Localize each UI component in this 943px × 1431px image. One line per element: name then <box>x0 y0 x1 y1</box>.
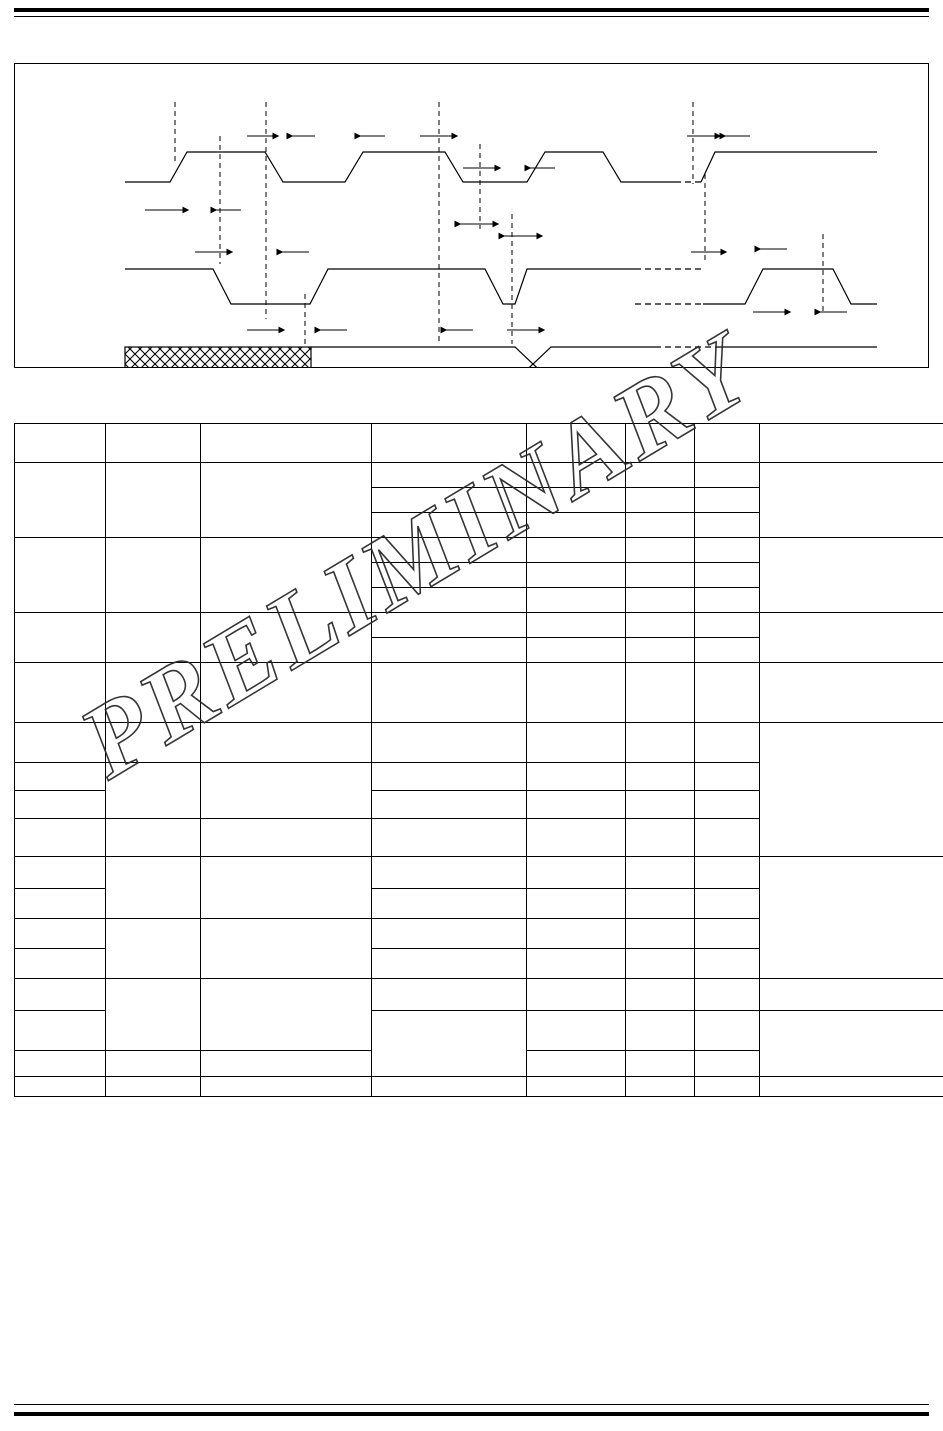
cell-symbol <box>15 791 106 819</box>
cell-description <box>201 1077 372 1097</box>
cell-min <box>527 857 626 889</box>
cell-condition <box>372 1077 527 1097</box>
cell-min <box>527 513 626 538</box>
cell-symbol <box>15 538 106 613</box>
cell-unit <box>760 1077 943 1097</box>
cell-max <box>695 588 760 613</box>
cell-description <box>201 979 372 1051</box>
column-header-min <box>527 424 626 463</box>
cell-typ <box>626 819 695 857</box>
cell-parameter <box>106 979 201 1051</box>
cell-min <box>527 588 626 613</box>
cell-parameter <box>106 538 201 613</box>
cell-condition <box>372 889 527 919</box>
cell-min <box>527 638 626 663</box>
cell-parameter <box>106 663 201 723</box>
cell-max <box>695 919 760 949</box>
cell-max <box>695 791 760 819</box>
cell-max <box>695 1011 760 1051</box>
cell-unit <box>760 538 943 613</box>
cell-condition <box>372 638 527 663</box>
cell-condition <box>372 513 527 538</box>
cell-typ <box>626 463 695 488</box>
cell-min <box>527 538 626 563</box>
cell-max <box>695 889 760 919</box>
cell-max <box>695 979 760 1011</box>
cell-unit <box>760 463 943 538</box>
cell-min <box>527 463 626 488</box>
cell-description <box>201 919 372 979</box>
cell-max <box>695 1051 760 1077</box>
cell-parameter <box>106 919 201 979</box>
cell-parameter <box>106 463 201 538</box>
cell-max <box>695 488 760 513</box>
column-header-parameter <box>106 424 201 463</box>
cell-typ <box>626 889 695 919</box>
cell-typ <box>626 588 695 613</box>
column-header-max <box>695 424 760 463</box>
cell-typ <box>626 638 695 663</box>
cell-condition <box>372 949 527 979</box>
cell-unit <box>760 1011 943 1077</box>
cell-max <box>695 819 760 857</box>
cell-condition <box>372 857 527 889</box>
cell-max <box>695 857 760 889</box>
cell-symbol <box>15 463 106 538</box>
table-row <box>15 463 943 488</box>
cell-condition <box>372 563 527 588</box>
cell-min <box>527 889 626 919</box>
column-header-conditions <box>372 424 527 463</box>
cell-typ <box>626 857 695 889</box>
cell-max <box>695 949 760 979</box>
cell-max <box>695 463 760 488</box>
cell-condition <box>372 979 527 1011</box>
cell-unit <box>760 613 943 663</box>
cell-condition <box>372 588 527 613</box>
cell-typ <box>626 949 695 979</box>
column-header-description <box>201 424 372 463</box>
cell-typ <box>626 919 695 949</box>
cell-min <box>527 949 626 979</box>
cell-parameter <box>106 819 201 857</box>
cell-symbol <box>15 919 106 949</box>
cell-unit <box>760 663 943 723</box>
cell-condition <box>372 663 527 723</box>
cell-symbol <box>15 979 106 1011</box>
cell-min <box>527 1011 626 1051</box>
cell-max <box>695 638 760 663</box>
cell-min <box>527 763 626 791</box>
cell-max <box>695 563 760 588</box>
column-header-unit <box>760 424 943 463</box>
cell-typ <box>626 1077 695 1097</box>
cell-condition <box>372 538 527 563</box>
timing-diagram-frame <box>14 63 929 368</box>
cell-typ <box>626 613 695 638</box>
cell-unit <box>760 979 943 1011</box>
cell-parameter <box>106 613 201 663</box>
cell-description <box>201 819 372 857</box>
cell-symbol <box>15 1051 106 1077</box>
cell-typ <box>626 723 695 763</box>
cell-description <box>201 463 372 538</box>
cell-description <box>201 613 372 663</box>
table-row <box>15 538 943 563</box>
cell-description <box>201 1051 372 1077</box>
cell-unit <box>760 723 943 857</box>
cell-parameter <box>106 763 201 819</box>
cell-min <box>527 979 626 1011</box>
table-body <box>15 463 943 1097</box>
footer-rule-thick <box>14 1412 929 1416</box>
cell-parameter <box>106 1077 201 1097</box>
cell-max <box>695 1077 760 1097</box>
cell-condition <box>372 791 527 819</box>
cell-description <box>201 723 372 763</box>
cell-min <box>527 488 626 513</box>
cell-typ <box>626 663 695 723</box>
cell-condition <box>372 919 527 949</box>
cell-max <box>695 538 760 563</box>
cell-symbol <box>15 1077 106 1097</box>
cell-description <box>201 663 372 723</box>
table-row <box>15 613 943 638</box>
cell-condition <box>372 1011 527 1077</box>
parameter-table <box>14 423 943 1097</box>
table-row <box>15 979 943 1011</box>
cell-condition <box>372 488 527 513</box>
cell-symbol <box>15 819 106 857</box>
table-header-row <box>15 424 943 463</box>
cell-parameter <box>106 1051 201 1077</box>
cell-symbol <box>15 949 106 979</box>
cell-condition <box>372 763 527 791</box>
cell-parameter <box>106 857 201 919</box>
cell-min <box>527 723 626 763</box>
cell-typ <box>626 513 695 538</box>
cell-max <box>695 513 760 538</box>
cell-max <box>695 723 760 763</box>
cell-min <box>527 1077 626 1097</box>
cell-typ <box>626 763 695 791</box>
cell-parameter <box>106 723 201 763</box>
cell-max <box>695 613 760 638</box>
cell-max <box>695 663 760 723</box>
cell-typ <box>626 538 695 563</box>
cell-typ <box>626 563 695 588</box>
cell-symbol <box>15 889 106 919</box>
cell-typ <box>626 979 695 1011</box>
timing-diagram <box>15 64 928 367</box>
cell-min <box>527 563 626 588</box>
column-header-symbol <box>15 424 106 463</box>
cell-symbol <box>15 723 106 763</box>
cell-min <box>527 613 626 638</box>
cell-typ <box>626 791 695 819</box>
table-row <box>15 663 943 723</box>
cell-max <box>695 763 760 791</box>
cell-min <box>527 791 626 819</box>
table-row <box>15 723 943 763</box>
cell-description <box>201 538 372 613</box>
cell-condition <box>372 463 527 488</box>
cell-typ <box>626 1051 695 1077</box>
cell-typ <box>626 488 695 513</box>
cell-symbol <box>15 763 106 791</box>
cell-condition <box>372 613 527 638</box>
cell-condition <box>372 723 527 763</box>
table-row <box>15 1077 943 1097</box>
cell-min <box>527 819 626 857</box>
cell-symbol <box>15 857 106 889</box>
preliminary-watermark: PRELIMINARY <box>61 310 771 801</box>
cell-min <box>527 663 626 723</box>
cell-condition <box>372 819 527 857</box>
table-row <box>15 857 943 889</box>
column-header-typ <box>626 424 695 463</box>
cell-symbol <box>15 663 106 723</box>
cell-typ <box>626 1011 695 1051</box>
footer-rule-thin <box>14 1404 929 1405</box>
cell-description <box>201 763 372 819</box>
cell-min <box>527 919 626 949</box>
cell-symbol <box>15 613 106 663</box>
cell-min <box>527 1051 626 1077</box>
header-rule-thin <box>14 16 929 17</box>
cell-symbol <box>15 1011 106 1051</box>
header-rule-thick <box>14 8 929 12</box>
cell-description <box>201 857 372 919</box>
cell-unit <box>760 857 943 979</box>
